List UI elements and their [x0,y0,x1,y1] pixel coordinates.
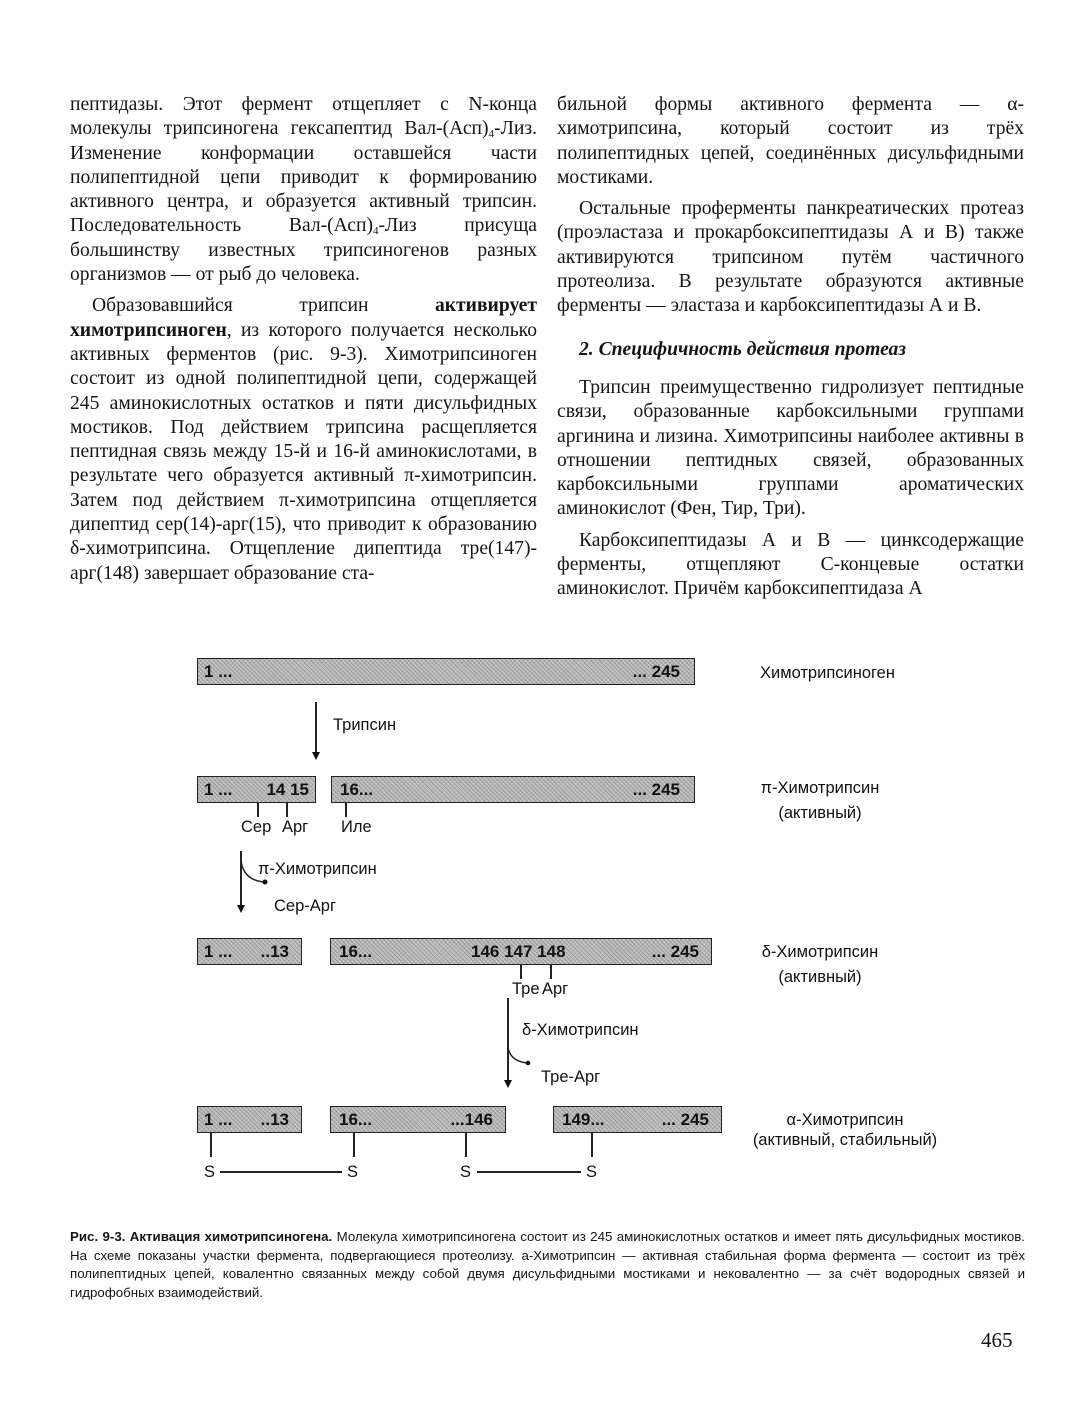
bold-term: активирует химотрипсиноген [70,295,537,341]
residue-label: Иле [341,818,372,836]
enzyme-label: δ-Химотрипсин [522,1021,639,1039]
form-name: Химотрипсиноген [760,664,895,682]
residue-label: Сер [241,818,272,836]
subscript: 4 [488,128,495,141]
paragraph: Остальные проферменты панкреатических протеаз (проэластаза и прокарбоксипептидазы А и В) также активируются трипсином путём частичного протеолиза. В результате образуются активные ферменты — эластаза и карбоксипептидазы А и В. [557,198,1024,317]
text: , из которого получается несколько активных ферментов (рис. 9-3). Химотрипсиноген состоит из одной полипептидной цепи, содержащей 245 аминокислотных остатков и пяти дисульфидных мостиков. Под действием трипсина расщепляется пептидная связь между 15-й и 16-й аминокислотами, в результате чего образуется активный π-химотрипсин. Затем под действием π-химотрипсина отщепляется дипептид сер(14)-арг(15), что приводит к образованию δ-химотрипсина. Отщепление дипептида тре(147)-арг(148) завершает образование ста- [70,319,537,584]
enzyme-label: Трипсин [333,716,397,734]
form-name: π-Химотрипсин [760,779,880,797]
tick-line [257,803,259,817]
arrow-down-icon [312,752,320,760]
tick-line [520,965,522,979]
residue-label: Тре [512,980,540,998]
bar-middle-label: 146 147 148 [471,942,566,961]
text: -Лиз присуща большинству известных трипсиногенов разных организмов — от рыб до человека. [70,215,537,286]
enzyme-label: π-Химотрипсин [258,860,377,878]
arrow-line [315,702,317,754]
tick-line [345,803,347,817]
form-state: (активный, стабильный) [752,1131,938,1149]
arrow-down-icon [237,905,245,913]
figure-caption [70,1228,1025,1302]
arrow-down-icon [504,1080,512,1088]
bond-line [353,1133,355,1157]
bond-line [210,1133,212,1157]
bar-start-label: 16... [340,780,374,799]
bond-line [465,1133,467,1157]
chymotrypsinogen-chain [197,658,695,685]
sulfur-label: S [460,1163,472,1181]
bar-end-label: 14 15 [266,780,309,799]
chain-segment [197,776,316,803]
caption-label: Рис. 9-3. Активация химотрипсиногена. [70,1229,333,1244]
released-dipeptide: Сер-Арг [274,897,336,915]
residue-label: Арг [542,980,569,998]
bar-start-label: 1 ... [204,1110,233,1129]
disulfide-bridge [220,1171,342,1173]
subscript: 4 [373,225,379,238]
bar-start-label: 1 ... [204,662,233,681]
bar-end-label: ..13 [260,1110,289,1129]
chain-segment [331,776,695,803]
arrow-line [507,998,509,1082]
branch-arrow-icon [507,1045,533,1069]
paragraph: Трипсин преимущественно гидролизует пептидные связи, образованные карбоксильными группами аргинина и лизина. Химотрипсины наиболее активны в отношении пептидных связей, образованных карбоксильными группами ароматических аминокислот (Фен, Тир, Три). [557,376,1024,520]
section-heading: 2. Специфичность действия протеаз [579,338,906,360]
bar-end-label: ... 245 [632,780,680,799]
sulfur-label: S [204,1163,216,1181]
form-state: (активный) [778,968,862,986]
tick-line [286,803,288,817]
paragraph: Карбоксипептидазы А и В — цинксодержащие ферменты, отщепляют С-концевые остатки аминокислот. Причём карбоксипептидаза А [557,529,1024,600]
chain-B [330,1106,506,1133]
released-dipeptide: Тре-Арг [541,1068,601,1086]
bar-end-label: ... 245 [651,942,699,961]
caption-text: Молекула химотрипсиногена состоит из 245 аминокислотных остатков и имеет пять дисульфидных мостиков. На схеме показаны участки фермента, подвергающиеся протеолизу. а-Химотрипсин — активная стабильная форма фермента — состоит из трёх полипептидных цепей, ковалентно связанных между собой двумя дисульфидными мостиками и нековалентно — за счёт водородных связей и гидрофобных взаимодействий. [70,1229,1025,1300]
sulfur-label: S [347,1163,359,1181]
bar-start-label: 1 ... [204,780,233,799]
bar-end-label: ... 245 [632,662,680,681]
page-number: 465 [981,1328,1013,1352]
form-state: (активный) [778,804,862,822]
bar-start-label: 1 ... [204,942,233,961]
form-name: α-Химотрипсин [786,1111,904,1129]
residue-label: Арг [282,818,309,836]
paragraph: бильной формы активного фермента — α-химотрипсина, который состоит из трёх полипептидных цепей, соединённых дисульфидными мостиками. [557,94,1024,188]
text: Образовавшийся трипсин [92,295,435,317]
bar-end-label: ..13 [260,942,289,961]
chain-C [553,1106,722,1133]
chain-A [197,1106,302,1133]
chain-segment [330,938,712,965]
bond-line [591,1133,593,1157]
bar-start-label: 149... [562,1110,605,1129]
bar-end-label: ... 245 [661,1110,709,1129]
form-name: δ-Химотрипсин [761,943,879,961]
tick-line [550,965,552,979]
disulfide-bridge [477,1171,581,1173]
chain-segment [197,938,302,965]
text: пептидазы. Этот фермент отщепляет с N-конца молекулы трипсиногена гексапептид Вал-(Асп) [70,94,537,140]
bar-start-label: 16... [339,1110,373,1129]
bar-end-label: ...146 [450,1110,493,1129]
text: -Лиз. Изменение конформации оставшейся части полипептидной цепи приводит к формированию активного центра, и образуется активный трипсин. Последовательность Вал-(Асп) [70,118,537,237]
bar-start-label: 16... [339,942,373,961]
sulfur-label: S [586,1163,598,1181]
